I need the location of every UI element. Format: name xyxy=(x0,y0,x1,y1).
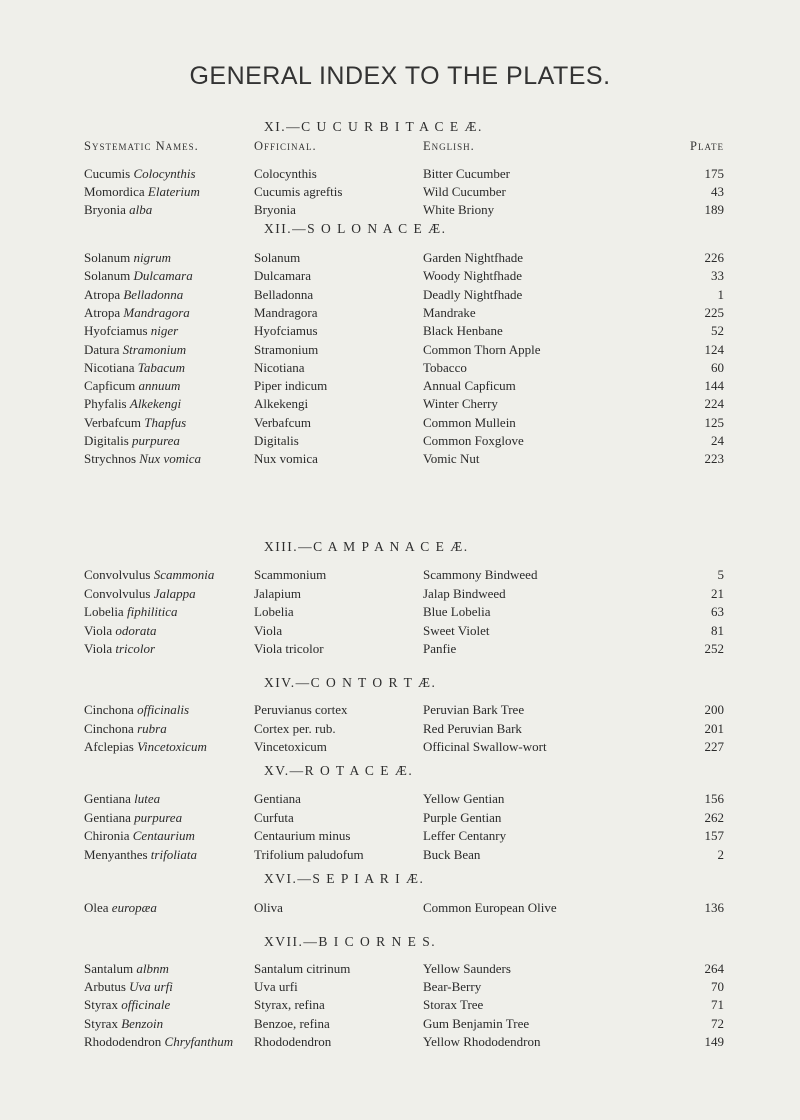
index-row xyxy=(84,342,724,360)
systematic-name xyxy=(84,721,167,737)
systematic-name xyxy=(84,586,196,602)
header-systematic-names: Systematic Names. xyxy=(84,139,199,153)
systematic-name xyxy=(84,250,171,266)
plate-number: 156 xyxy=(704,791,724,806)
genus-name: Olea xyxy=(84,900,109,915)
plate-number: 264 xyxy=(704,961,724,976)
genus-name: Digitalis xyxy=(84,433,129,448)
plate-number: 52 xyxy=(711,323,724,339)
officinal-name: Alkekengi xyxy=(254,396,309,412)
officinal-name: Verbafcum xyxy=(254,414,312,430)
genus-name: Phyfalis xyxy=(84,396,127,412)
english-name: Mandrake xyxy=(423,304,476,320)
english-name: Common European Olive xyxy=(423,900,557,915)
plate-number: 124 xyxy=(704,341,724,357)
index-row xyxy=(84,567,724,585)
english-name: Scammony Bindweed xyxy=(423,567,538,582)
genus-name: Solanum xyxy=(84,250,131,265)
systematic-name xyxy=(84,323,178,339)
officinal-name: Viola tricolor xyxy=(254,641,324,656)
plate-number: 71 xyxy=(711,997,724,1013)
english-name: Red Peruvian Bark xyxy=(423,720,522,736)
english-name: Winter Cherry xyxy=(423,396,498,412)
section-title: XIV.—C O N T O R T Æ. xyxy=(264,675,437,690)
species-name: Jalappa xyxy=(153,585,196,601)
plate-number: 175 xyxy=(704,166,724,181)
genus-name: Nicotiana xyxy=(84,359,135,375)
english-name: Tobacco xyxy=(423,359,467,375)
index-row xyxy=(84,202,724,220)
index-row xyxy=(84,586,724,604)
index-row xyxy=(84,702,724,720)
genus-name: Hyofciamus xyxy=(84,323,148,339)
species-name: Colocynthis xyxy=(133,166,196,181)
index-row xyxy=(84,268,724,286)
english-name: Garden Nightfhade xyxy=(423,250,523,265)
plate-number: 5 xyxy=(717,567,724,582)
section-title: XII.—S O L O N A C E Æ. xyxy=(264,221,447,236)
species-name: Tabacum xyxy=(137,359,185,375)
officinal-name: Belladonna xyxy=(254,286,314,302)
index-row xyxy=(84,250,724,268)
species-name: Nux vomica xyxy=(139,451,201,467)
section-title: XVII.—B I C O R N E S. xyxy=(264,934,437,949)
species-name: Scammonia xyxy=(153,567,215,582)
english-name: Blue Lobelia xyxy=(423,604,491,619)
species-name: purpurea xyxy=(134,809,183,825)
species-name: Thapfus xyxy=(144,414,187,430)
systematic-name xyxy=(84,791,160,807)
section-title: XIII.—C A M P A N A C E Æ. xyxy=(264,539,469,554)
genus-name: Lobelia xyxy=(84,604,124,619)
english-name: Jalap Bindweed xyxy=(423,585,506,601)
index-row xyxy=(84,360,724,378)
plate-number: 144 xyxy=(704,378,724,394)
index-row xyxy=(84,739,724,757)
species-name: niger xyxy=(150,323,179,339)
plate-number: 43 xyxy=(711,184,724,199)
section-title: XI.—C U C U R B I T A C E Æ. xyxy=(264,119,483,134)
genus-name: Solanum xyxy=(84,268,131,284)
index-row xyxy=(84,828,724,846)
index-row xyxy=(84,323,724,341)
index-row xyxy=(84,791,724,809)
plate-number: 72 xyxy=(711,1015,724,1031)
english-name: Vomic Nut xyxy=(423,451,480,467)
genus-name: Afclepias xyxy=(84,739,134,754)
systematic-name xyxy=(84,900,157,916)
plate-number: 125 xyxy=(704,414,724,430)
species-name: odorata xyxy=(115,622,157,638)
systematic-name xyxy=(84,415,186,431)
index-row xyxy=(84,997,724,1015)
systematic-name xyxy=(84,997,170,1013)
genus-name: Arbutus xyxy=(84,979,126,995)
officinal-name: Peruvianus cortex xyxy=(254,702,348,717)
plate-number: 227 xyxy=(704,739,724,754)
index-row xyxy=(84,847,724,865)
species-name: officinale xyxy=(121,997,171,1013)
genus-name: Gentiana xyxy=(84,809,131,825)
officinal-name: Digitalis xyxy=(254,433,299,448)
officinal-name: Piper indicum xyxy=(254,378,328,394)
plate-number: 157 xyxy=(704,828,724,843)
section-title: XVI.—S E P I A R I Æ. xyxy=(264,871,425,886)
plate-number: 224 xyxy=(704,396,724,412)
english-name: Buck Bean xyxy=(423,846,481,862)
systematic-name xyxy=(84,433,180,449)
plate-number: 21 xyxy=(711,585,724,601)
species-name: alba xyxy=(129,202,153,217)
plate-number: 33 xyxy=(711,268,724,284)
index-row xyxy=(84,721,724,739)
genus-name: Capficum xyxy=(84,378,136,394)
officinal-name: Jalapium xyxy=(254,585,301,601)
systematic-name xyxy=(84,202,152,218)
plate-number: 63 xyxy=(711,604,724,619)
index-row xyxy=(84,604,724,622)
officinal-name: Cortex per. rub. xyxy=(254,720,336,736)
genus-name: Atropa xyxy=(84,304,121,320)
officinal-name: Scammonium xyxy=(254,567,327,582)
english-name: Woody Nightfhade xyxy=(423,268,522,284)
officinal-name: Styrax, refina xyxy=(254,997,325,1013)
english-name: Common Foxglove xyxy=(423,433,524,448)
species-name: Mandragora xyxy=(123,304,190,320)
systematic-name xyxy=(84,828,195,844)
index-row xyxy=(84,166,724,184)
english-name: Wild Cucumber xyxy=(423,184,506,199)
index-row xyxy=(84,287,724,305)
english-name: Peruvian Bark Tree xyxy=(423,702,525,717)
index-row xyxy=(84,1034,724,1052)
plate-number: 200 xyxy=(704,702,724,717)
genus-name: Convolvulus xyxy=(84,585,151,601)
english-name: Gum Benjamin Tree xyxy=(423,1015,530,1031)
page-title: GENERAL INDEX TO THE PLATES. xyxy=(189,62,611,90)
systematic-name xyxy=(84,396,181,412)
officinal-name: Santalum citrinum xyxy=(254,961,351,976)
english-name: Common Thorn Apple xyxy=(423,341,541,357)
species-name: Alkekengi xyxy=(129,396,182,412)
systematic-name xyxy=(84,184,200,200)
english-name: Yellow Saunders xyxy=(423,961,511,976)
index-row xyxy=(84,961,724,979)
systematic-name xyxy=(84,451,201,467)
systematic-name xyxy=(84,360,185,376)
plate-number: 2 xyxy=(717,846,724,862)
index-row xyxy=(84,641,724,659)
genus-name: Cinchona xyxy=(84,720,134,736)
species-name: Stramonium xyxy=(122,341,187,357)
systematic-name xyxy=(84,567,214,583)
species-name: annuum xyxy=(138,378,181,394)
officinal-name: Colocynthis xyxy=(254,166,317,181)
systematic-name xyxy=(84,739,207,755)
species-name: Belladonna xyxy=(123,286,184,302)
english-name: Bitter Cucumber xyxy=(423,166,511,181)
officinal-name: Bryonia xyxy=(254,202,296,217)
column-headers xyxy=(84,139,724,157)
index-row xyxy=(84,810,724,828)
officinal-name: Centaurium minus xyxy=(254,828,351,843)
genus-name: Viola xyxy=(84,641,113,656)
species-name: officinalis xyxy=(137,702,190,717)
systematic-name xyxy=(84,287,183,303)
systematic-name xyxy=(84,604,178,620)
officinal-name: Uva urfi xyxy=(254,979,298,995)
plate-number: 136 xyxy=(704,900,724,915)
index-row xyxy=(84,415,724,433)
officinal-name: Benzoe, refina xyxy=(254,1015,330,1031)
species-name: albnm xyxy=(136,961,169,976)
plate-number: 149 xyxy=(704,1033,724,1049)
genus-name: Verbafcum xyxy=(84,414,142,430)
index-row xyxy=(84,623,724,641)
index-row xyxy=(84,451,724,469)
officinal-name: Vincetoxicum xyxy=(254,739,327,754)
systematic-name xyxy=(84,702,189,718)
index-row xyxy=(84,433,724,451)
plate-number: 226 xyxy=(704,250,724,265)
species-name: rubra xyxy=(137,720,167,736)
species-name: purpurea xyxy=(132,433,180,448)
systematic-name xyxy=(84,378,180,394)
english-name: Yellow Rhododendron xyxy=(423,1033,541,1049)
plate-number: 81 xyxy=(711,622,724,638)
genus-name: Santalum xyxy=(84,961,134,976)
genus-name: Convolvulus xyxy=(84,567,151,582)
systematic-name xyxy=(84,810,182,826)
systematic-name xyxy=(84,1034,233,1050)
plate-number: 223 xyxy=(704,451,724,467)
officinal-name: Solanum xyxy=(254,250,301,265)
species-name: Centaurium xyxy=(132,828,195,843)
english-name: Black Henbane xyxy=(423,323,503,339)
systematic-name xyxy=(84,623,157,639)
officinal-name: Nux vomica xyxy=(254,451,318,467)
english-name: Sweet Violet xyxy=(423,622,490,638)
plate-number: 60 xyxy=(711,359,724,375)
systematic-name xyxy=(84,847,197,863)
genus-name: Styrax xyxy=(84,1015,118,1031)
english-name: Leffer Centanry xyxy=(423,828,507,843)
genus-name: Viola xyxy=(84,622,113,638)
header-officinal: Officinal. xyxy=(254,139,317,153)
genus-name: Momordica xyxy=(84,184,145,199)
plate-number: 225 xyxy=(704,304,724,320)
english-name: Storax Tree xyxy=(423,997,484,1013)
officinal-name: Stramonium xyxy=(254,341,319,357)
plate-number: 252 xyxy=(704,641,724,656)
genus-name: Gentiana xyxy=(84,791,131,806)
species-name: fiphilitica xyxy=(126,604,178,619)
english-name: Annual Capficum xyxy=(423,378,516,394)
plate-number: 24 xyxy=(711,433,724,448)
english-name: Purple Gentian xyxy=(423,809,502,825)
index-row xyxy=(84,184,724,202)
species-name: Chryfanthum xyxy=(164,1033,234,1049)
genus-name: Datura xyxy=(84,341,120,357)
genus-name: Menyanthes xyxy=(84,846,148,862)
english-name: White Briony xyxy=(423,202,495,217)
section-title: XV.—R O T A C E Æ. xyxy=(264,763,414,778)
officinal-name: Viola xyxy=(254,622,283,638)
officinal-name: Lobelia xyxy=(254,604,294,619)
officinal-name: Curfuta xyxy=(254,809,294,825)
genus-name: Cinchona xyxy=(84,702,134,717)
index-row xyxy=(84,979,724,997)
english-name: Deadly Nightfhade xyxy=(423,286,523,302)
plate-number: 262 xyxy=(704,809,724,825)
genus-name: Atropa xyxy=(84,286,121,302)
officinal-name: Hyofciamus xyxy=(254,323,318,339)
english-name: Panfie xyxy=(423,641,457,656)
header-english: English. xyxy=(423,139,475,153)
species-name: Elaterium xyxy=(147,184,200,199)
english-name: Officinal Swallow-wort xyxy=(423,739,547,754)
officinal-name: Dulcamara xyxy=(254,268,312,284)
genus-name: Strychnos xyxy=(84,451,136,467)
species-name: europæa xyxy=(111,900,157,915)
index-row xyxy=(84,305,724,323)
officinal-name: Gentiana xyxy=(254,791,301,806)
systematic-name xyxy=(84,979,173,995)
index-row xyxy=(84,378,724,396)
species-name: Uva urfi xyxy=(129,979,173,995)
systematic-name xyxy=(84,166,196,182)
species-name: Dulcamara xyxy=(133,268,193,284)
officinal-name: Trifolium paludofum xyxy=(254,846,364,862)
plate-number: 70 xyxy=(711,979,724,995)
genus-name: Bryonia xyxy=(84,202,126,217)
officinal-name: Nicotiana xyxy=(254,359,305,375)
plate-number: 1 xyxy=(717,286,724,302)
english-name: Bear-Berry xyxy=(423,979,482,995)
plate-number: 201 xyxy=(704,720,724,736)
systematic-name xyxy=(84,641,155,657)
officinal-name: Oliva xyxy=(254,900,283,915)
species-name: lutea xyxy=(134,791,161,806)
species-name: Benzoin xyxy=(121,1015,164,1031)
index-row xyxy=(84,396,724,414)
officinal-name: Rhododendron xyxy=(254,1033,332,1049)
species-name: trifoliata xyxy=(150,846,198,862)
english-name: Common Mullein xyxy=(423,414,516,430)
index-row xyxy=(84,1016,724,1034)
systematic-name xyxy=(84,1016,163,1032)
header-plate: Plate xyxy=(690,139,724,153)
index-row xyxy=(84,900,724,918)
systematic-name xyxy=(84,268,193,284)
systematic-name xyxy=(84,342,186,358)
genus-name: Rhododendron xyxy=(84,1033,162,1049)
genus-name: Chironia xyxy=(84,828,130,843)
plate-number: 189 xyxy=(704,202,724,217)
officinal-name: Mandragora xyxy=(254,304,318,320)
officinal-name: Cucumis agreftis xyxy=(254,184,343,199)
species-name: nigrum xyxy=(133,250,172,265)
english-name: Yellow Gentian xyxy=(423,791,505,806)
genus-name: Styrax xyxy=(84,997,118,1013)
species-name: tricolor xyxy=(115,641,156,656)
species-name: Vincetoxicum xyxy=(137,739,207,754)
systematic-name xyxy=(84,305,190,321)
genus-name: Cucumis xyxy=(84,166,131,181)
systematic-name xyxy=(84,961,169,977)
